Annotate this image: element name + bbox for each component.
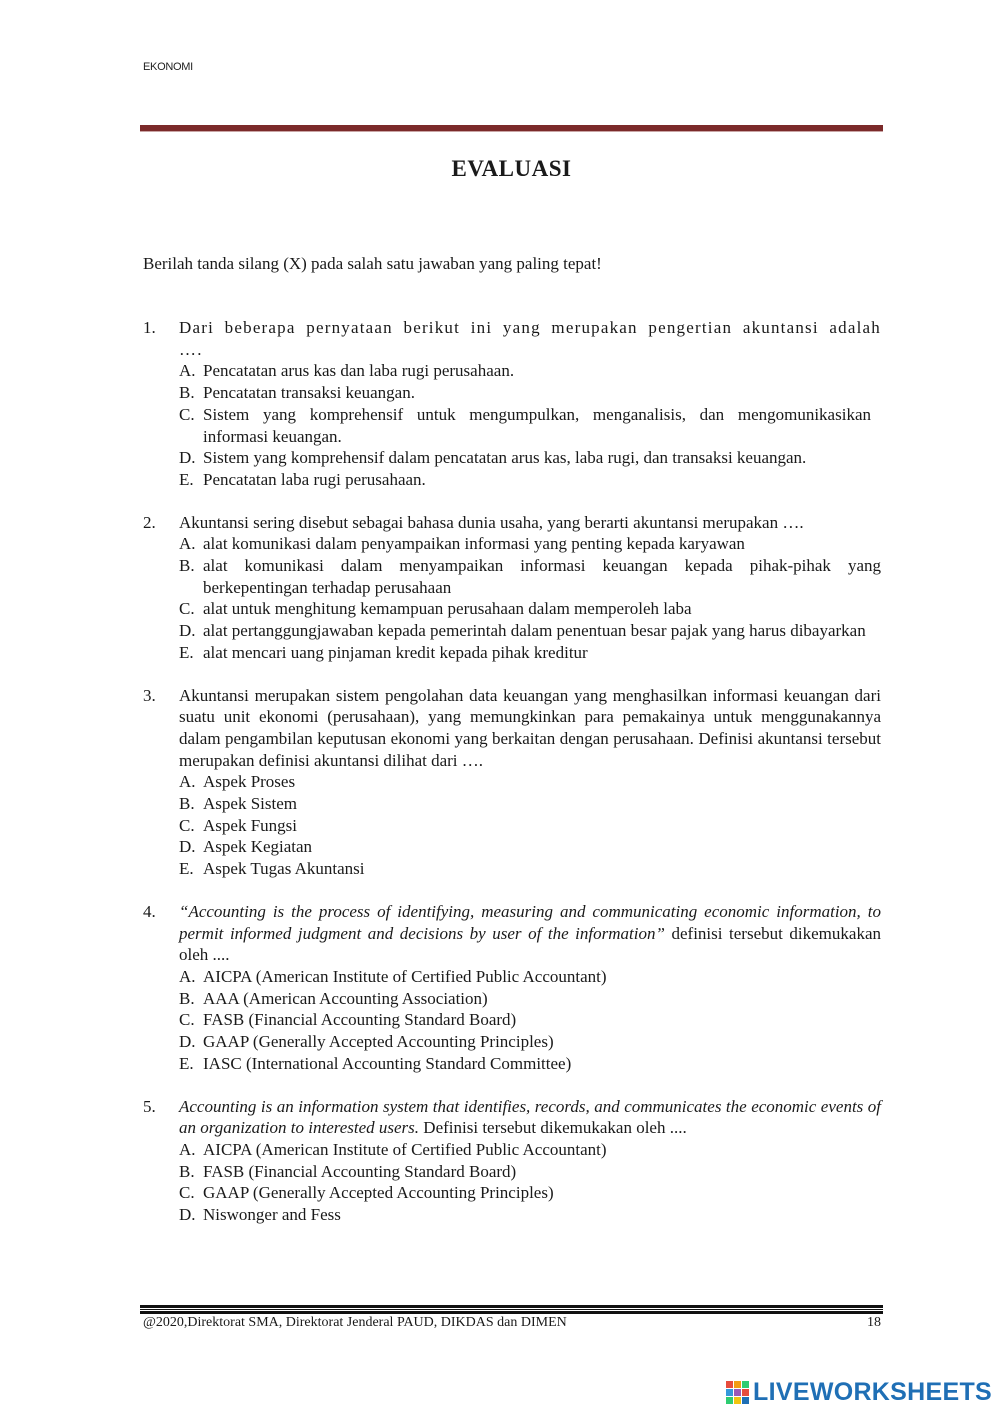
- option-letter: C.: [179, 599, 195, 619]
- bottom-divider: [140, 1305, 883, 1311]
- option-letter: D.: [179, 448, 196, 468]
- page-number: 18: [867, 1315, 881, 1330]
- option-text: FASB (Financial Accounting Standard Board): [203, 1161, 517, 1181]
- option-list: [179, 360, 881, 490]
- option-letter: B.: [179, 1161, 195, 1181]
- option-e[interactable]: [179, 858, 881, 880]
- question-text: Dari beberapa pernyataan berikut ini yang merupakan pengertian akuntansi adalah ….: [179, 318, 881, 359]
- option-text: AAA (American Accounting Association): [203, 988, 488, 1008]
- question-5: [143, 1096, 881, 1226]
- option-text: Aspek Kegiatan: [203, 837, 313, 857]
- question-3: [143, 685, 881, 880]
- option-text: alat mencari uang pinjaman kredit kepada pihak kreditur: [203, 642, 588, 662]
- option-c[interactable]: [179, 598, 881, 620]
- option-text: alat pertanggungjawaban kepada pemerintah dalam penentuan besar pajak yang harus dibayarkan: [203, 621, 866, 641]
- option-text: Pencatatan transaksi keuangan.: [203, 383, 415, 403]
- option-b[interactable]: [179, 1161, 881, 1183]
- option-e[interactable]: [179, 642, 881, 664]
- question-number: 4.: [143, 901, 156, 921]
- question-number: 5.: [143, 1096, 156, 1116]
- option-text: alat komunikasi dalam penyampaikan informasi yang penting kepada karyawan: [203, 534, 745, 554]
- option-text: GAAP (Generally Accepted Accounting Principles): [203, 1183, 554, 1203]
- question-text: Akuntansi sering disebut sebagai bahasa dunia usaha, yang berarti akuntansi merupakan ….: [179, 512, 804, 532]
- option-text: Sistem yang komprehensif dalam pencatatan arus kas, laba rugi, dan transaksi keuangan.: [203, 448, 807, 468]
- option-letter: B.: [179, 794, 195, 814]
- question-text: Akuntansi merupakan sistem pengolahan data keuangan yang menghasilkan informasi keuangan dari suatu unit ekonomi (perusahaan), yang memungkinkan para pemakainya untuk menggunakannya dalam pengambilan keputusan ekonomi yang berkaitan dengan perusahaan. Definisi akuntansi tersebut merupakan definisi akuntansi dilihat dari ….: [179, 685, 881, 770]
- question-number: 1.: [143, 318, 156, 337]
- option-c[interactable]: [179, 1009, 881, 1031]
- option-text: alat untuk menghitung kemampuan perusahaan dalam memperoleh laba: [203, 599, 692, 619]
- footer-copyright: @2020,Direktorat SMA, Direktorat Jenderal PAUD, DIKDAS dan DIMEN: [143, 1315, 567, 1330]
- option-letter: D.: [179, 621, 196, 641]
- option-text: Pencatatan laba rugi perusahaan.: [203, 469, 426, 489]
- option-list: [179, 966, 881, 1075]
- page-title: EVALUASI: [451, 156, 572, 181]
- liveworksheets-logo: [726, 1375, 992, 1409]
- logo-text: LIVEWORKSHEETS: [753, 1377, 992, 1406]
- option-a[interactable]: [179, 771, 881, 793]
- option-d[interactable]: [179, 1204, 881, 1226]
- option-letter: E.: [179, 642, 194, 662]
- option-text: Niswonger and Fess: [203, 1205, 341, 1225]
- option-text: Sistem yang komprehensif untuk mengumpulkan, menganalisis, dan mengomunikasikan informasi keuangan.: [203, 404, 871, 446]
- option-letter: C.: [179, 1183, 195, 1203]
- option-c[interactable]: [179, 1182, 881, 1204]
- option-text: IASC (International Accounting Standard Committee): [203, 1053, 572, 1073]
- option-letter: A.: [179, 772, 196, 792]
- option-text: GAAP (Generally Accepted Accounting Principles): [203, 1032, 554, 1052]
- option-text: Aspek Sistem: [203, 794, 297, 814]
- option-d[interactable]: [179, 836, 881, 858]
- option-a[interactable]: [179, 533, 881, 555]
- option-d[interactable]: [179, 1031, 881, 1053]
- question-text-rest: definisi tersebut dikemukakan oleh ....: [179, 923, 881, 965]
- option-list: [179, 1139, 881, 1226]
- option-b[interactable]: [179, 555, 881, 598]
- question-number: 3.: [143, 685, 156, 705]
- question-text-rest: Definisi tersebut dikemukakan oleh ....: [419, 1118, 687, 1138]
- option-letter: E.: [179, 1053, 194, 1073]
- option-text: alat komunikasi dalam menyampaikan informasi keuangan kepada pihak-pihak yang berkepentingan terhadap perusahaan: [203, 556, 881, 597]
- option-text: Aspek Fungsi: [203, 815, 297, 835]
- option-c[interactable]: [179, 815, 881, 837]
- option-b[interactable]: [179, 793, 881, 815]
- option-letter: D.: [179, 1205, 196, 1225]
- question-1: [143, 317, 881, 491]
- question-2: [143, 512, 881, 664]
- option-d[interactable]: [179, 447, 881, 469]
- option-letter: D.: [179, 1032, 196, 1052]
- option-text: Pencatatan arus kas dan laba rugi perusahaan.: [203, 361, 515, 381]
- option-letter: A.: [179, 534, 196, 554]
- option-letter: C.: [179, 815, 195, 835]
- option-d[interactable]: [179, 620, 881, 642]
- option-letter: A.: [179, 966, 196, 986]
- option-a[interactable]: [179, 966, 881, 988]
- option-list: [179, 771, 881, 880]
- logo-grid-icon: [726, 1381, 749, 1404]
- option-letter: B.: [179, 383, 195, 403]
- option-e[interactable]: [179, 1053, 881, 1075]
- option-letter: B.: [179, 556, 195, 576]
- option-text: AICPA (American Institute of Certified Public Accountant): [203, 966, 607, 986]
- option-letter: D.: [179, 837, 196, 857]
- question-list: [143, 317, 881, 1247]
- option-letter: A.: [179, 361, 196, 381]
- question-text: [179, 1096, 881, 1139]
- instruction-text: Berilah tanda silang (X) pada salah satu jawaban yang paling tepat!: [143, 254, 602, 273]
- option-letter: E.: [179, 859, 194, 879]
- option-letter: C.: [179, 1010, 195, 1030]
- option-text: AICPA (American Institute of Certified Public Accountant): [203, 1139, 607, 1159]
- option-e[interactable]: [179, 469, 881, 491]
- option-letter: B.: [179, 988, 195, 1008]
- question-quote: Accounting is an information system that identifies, records, and communicates the economic events of an organization to interested users.: [179, 1096, 881, 1138]
- question-text: [179, 901, 881, 966]
- option-a[interactable]: [179, 1139, 881, 1161]
- question-4: [143, 901, 881, 1075]
- option-letter: A.: [179, 1139, 196, 1159]
- option-text: Aspek Proses: [203, 772, 296, 792]
- subject-header: EKONOMI: [143, 61, 193, 73]
- option-b[interactable]: [179, 382, 881, 404]
- option-list: [179, 533, 881, 663]
- top-divider: [140, 125, 883, 132]
- option-b[interactable]: [179, 988, 881, 1010]
- option-a[interactable]: [179, 360, 881, 382]
- option-text: FASB (Financial Accounting Standard Board): [203, 1010, 517, 1030]
- question-number: 2.: [143, 512, 156, 532]
- option-letter: E.: [179, 469, 194, 489]
- option-letter: C.: [179, 404, 195, 424]
- option-text: Aspek Tugas Akuntansi: [203, 859, 365, 879]
- option-c[interactable]: [179, 404, 881, 447]
- question-quote: “Accounting is the process of identifying, measuring and communicating economic information, to permit informed judgment and decisions by user of the information”: [179, 901, 881, 943]
